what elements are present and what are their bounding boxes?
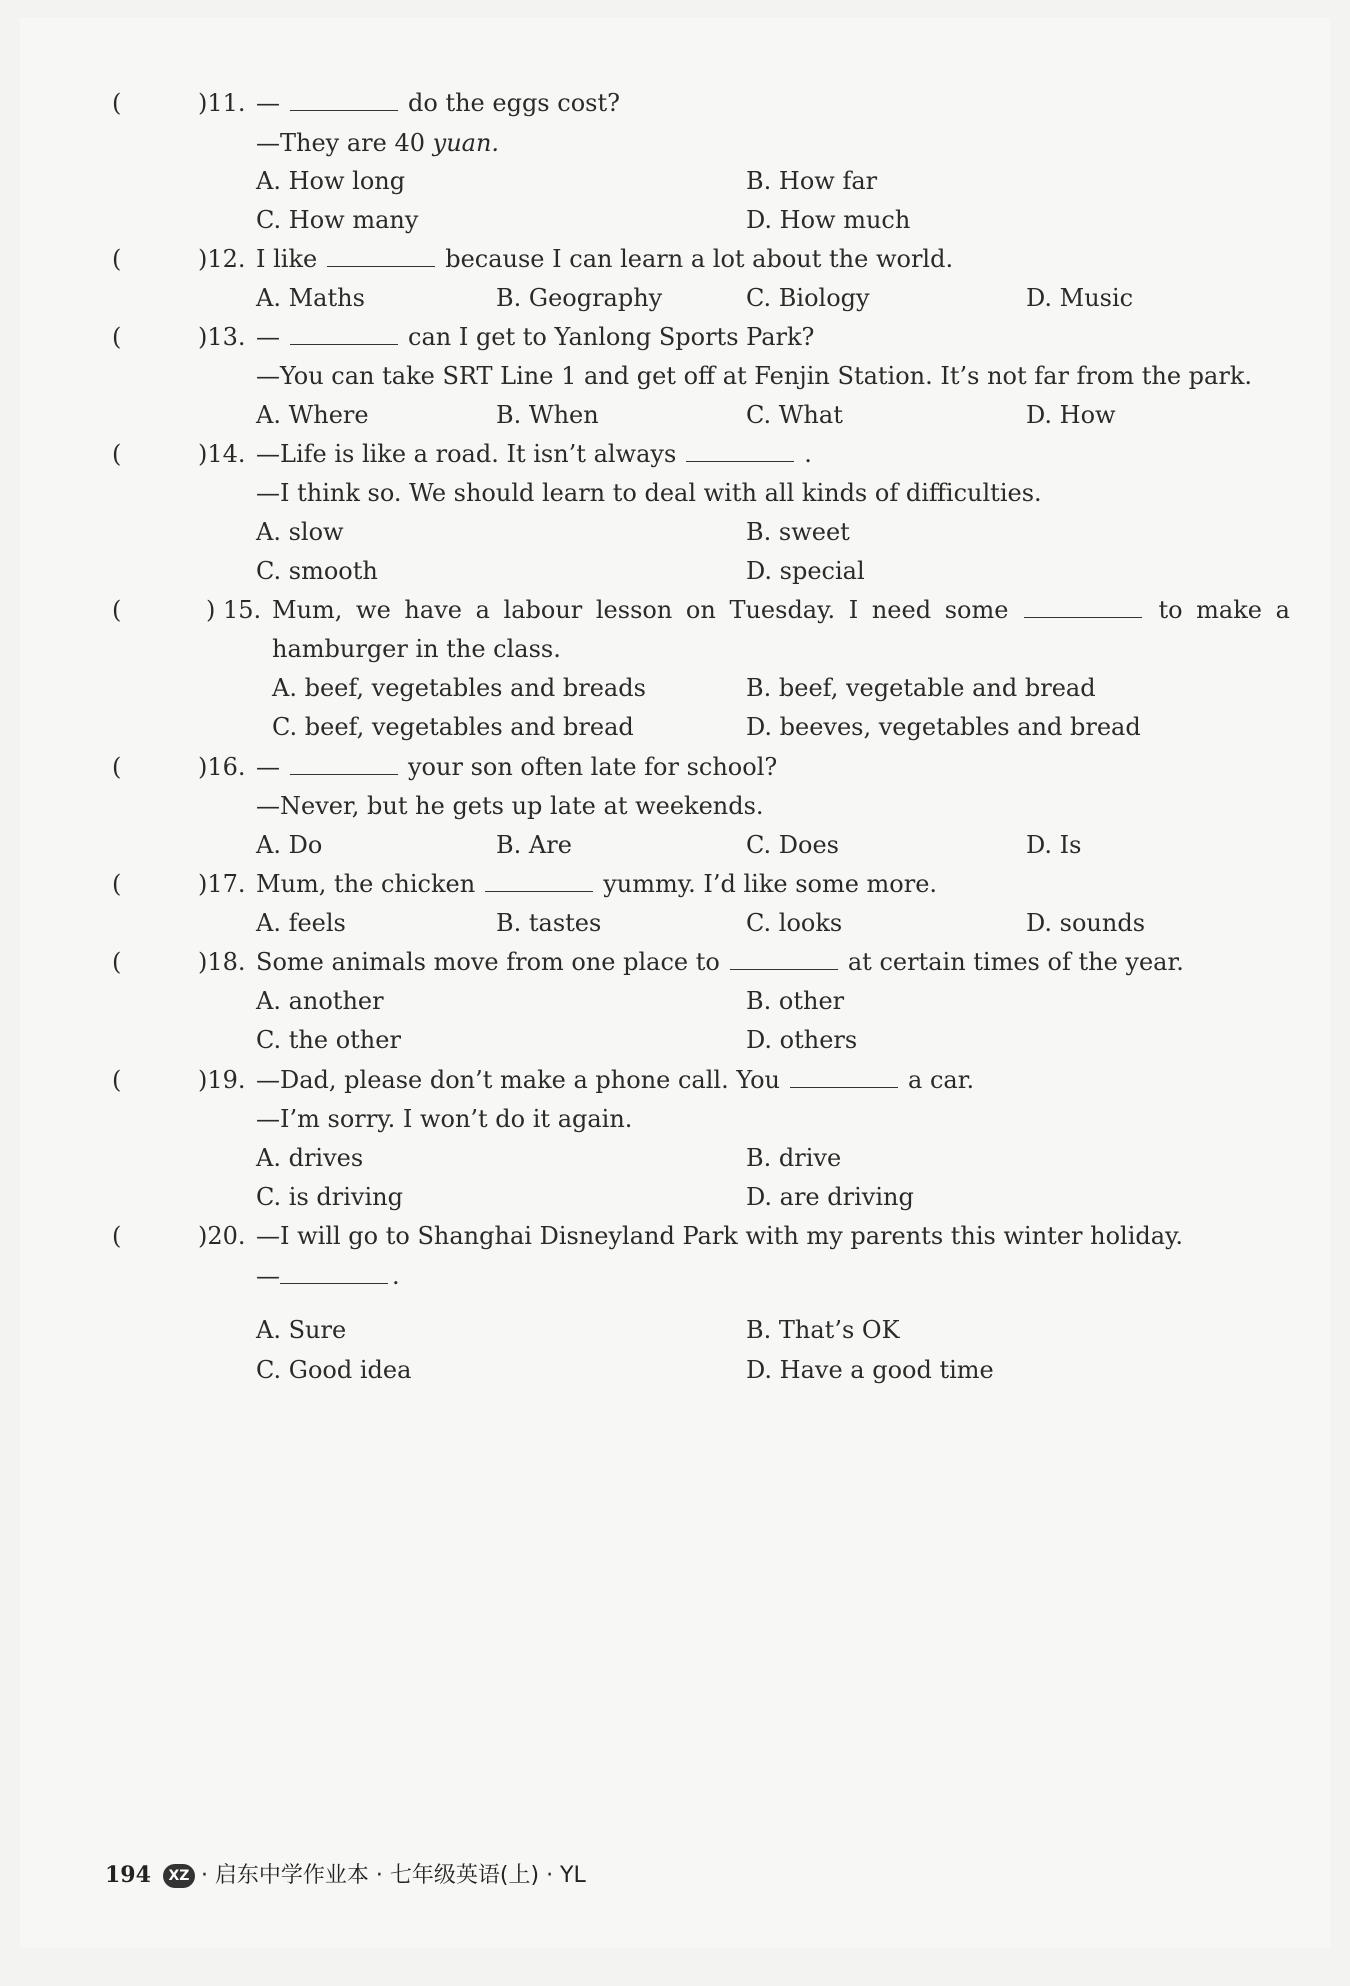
option-a[interactable]: A. beef, vegetables and breads	[272, 674, 646, 702]
option-c[interactable]: C. is driving	[256, 1183, 403, 1211]
option-a[interactable]: A. Do	[256, 831, 323, 859]
option-b[interactable]: B. sweet	[746, 518, 850, 546]
option-b[interactable]: B. That’s OK	[746, 1316, 900, 1344]
option-b[interactable]: B. tastes	[496, 909, 602, 937]
answer-paren: (	[112, 870, 122, 898]
question-number: )11.	[198, 89, 246, 117]
question-number: )18.	[198, 948, 246, 976]
answer-blank[interactable]	[280, 1261, 388, 1284]
option-c[interactable]: C. Good idea	[256, 1356, 412, 1384]
option-d[interactable]: D. How	[1026, 401, 1116, 429]
answer-blank[interactable]	[485, 869, 593, 892]
answer-blank[interactable]	[686, 439, 794, 462]
option-a[interactable]: A. feels	[256, 909, 346, 937]
option-b[interactable]: B. How far	[746, 167, 878, 195]
worksheet-page	[20, 18, 1330, 1948]
publisher-logo-icon: XZ	[163, 1864, 195, 1888]
option-b[interactable]: B. When	[496, 401, 599, 429]
option-d[interactable]: D. others	[746, 1026, 858, 1054]
answer-paren: (	[112, 1066, 122, 1094]
answer-paren: (	[112, 596, 122, 624]
answer-paren: (	[112, 753, 122, 781]
option-b[interactable]: B. Geography	[496, 284, 663, 312]
option-a[interactable]: A. Maths	[256, 284, 365, 312]
question-reply: —You can take SRT Line 1 and get off at Fenjin Station. It’s not far from the park.	[256, 362, 1252, 390]
question-number: )17.	[198, 870, 246, 898]
question-number: )13.	[198, 323, 246, 351]
question-reply: —They are 40 yuan.	[256, 129, 500, 157]
question-stem: —Dad, please don’t make a phone call. You a car.	[256, 1066, 975, 1094]
answer-blank[interactable]	[327, 244, 435, 267]
question-stem: — your son often late for school?	[256, 753, 778, 781]
answer-blank[interactable]	[1024, 595, 1142, 618]
page-footer	[105, 1858, 586, 1889]
question-stem: — can I get to Yanlong Sports Park?	[256, 323, 815, 351]
answer-blank[interactable]	[290, 752, 398, 775]
answer-paren: (	[112, 948, 122, 976]
answer-blank[interactable]	[790, 1065, 898, 1088]
page-number: 194	[105, 1862, 151, 1888]
question-stem: I like because I can learn a lot about the world.	[256, 245, 954, 273]
question-reply: —I think so. We should learn to deal with all kinds of difficulties.	[256, 479, 1042, 507]
question-stem: Mum, we have a labour lesson on Tuesday. I need some to make a	[272, 596, 1290, 624]
question-stem: Some animals move from one place to at certain times of the year.	[256, 948, 1184, 976]
question-stem-cont: hamburger in the class.	[272, 635, 561, 663]
option-d[interactable]: D. How much	[746, 206, 911, 234]
question-number: )16.	[198, 753, 246, 781]
option-c[interactable]: C. What	[746, 401, 843, 429]
option-c[interactable]: C. Does	[746, 831, 839, 859]
option-c[interactable]: C. How many	[256, 206, 419, 234]
question-stem: — do the eggs cost?	[256, 89, 620, 117]
option-a[interactable]: A. drives	[256, 1144, 364, 1172]
question-reply: —Never, but he gets up late at weekends.	[256, 792, 764, 820]
question-stem: —I will go to Shanghai Disneyland Park with my parents this winter holiday.	[256, 1222, 1184, 1250]
question-reply: — .	[256, 1262, 400, 1290]
option-c[interactable]: C. smooth	[256, 557, 378, 585]
answer-paren: (	[112, 440, 122, 468]
question-stem: —Life is like a road. It isn’t always .	[256, 440, 812, 468]
answer-paren: (	[112, 89, 122, 117]
option-c[interactable]: C. looks	[746, 909, 843, 937]
option-b[interactable]: B. other	[746, 987, 845, 1015]
question-number: )20.	[198, 1222, 246, 1250]
option-c[interactable]: C. the other	[256, 1026, 401, 1054]
option-d[interactable]: D. Music	[1026, 284, 1134, 312]
option-b[interactable]: B. beef, vegetable and bread	[746, 674, 1096, 702]
option-d[interactable]: D. Is	[1026, 831, 1082, 859]
option-a[interactable]: A. another	[256, 987, 384, 1015]
option-a[interactable]: A. Where	[256, 401, 369, 429]
question-number: )14.	[198, 440, 246, 468]
option-c[interactable]: C. beef, vegetables and bread	[272, 713, 634, 741]
question-number: )12.	[198, 245, 246, 273]
book-title: · 启东中学作业本 · 七年级英语(上) · YL	[200, 1863, 586, 1888]
question-reply: —I’m sorry. I won’t do it again.	[256, 1105, 633, 1133]
option-a[interactable]: A. Sure	[256, 1316, 347, 1344]
option-d[interactable]: D. Have a good time	[746, 1356, 994, 1384]
option-b[interactable]: B. Are	[496, 831, 572, 859]
answer-paren: (	[112, 245, 122, 273]
question-number: ) 15.	[206, 596, 262, 624]
answer-paren: (	[112, 1222, 122, 1250]
answer-blank[interactable]	[290, 322, 398, 345]
option-d[interactable]: D. are driving	[746, 1183, 914, 1211]
option-a[interactable]: A. slow	[256, 518, 344, 546]
answer-paren: (	[112, 323, 122, 351]
option-b[interactable]: B. drive	[746, 1144, 842, 1172]
option-d[interactable]: D. beeves, vegetables and bread	[746, 713, 1141, 741]
option-d[interactable]: D. special	[746, 557, 865, 585]
option-a[interactable]: A. How long	[256, 167, 406, 195]
question-stem: Mum, the chicken yummy. I’d like some more.	[256, 870, 938, 898]
option-c[interactable]: C. Biology	[746, 284, 870, 312]
answer-blank[interactable]	[290, 88, 398, 111]
answer-blank[interactable]	[730, 947, 838, 970]
option-d[interactable]: D. sounds	[1026, 909, 1146, 937]
question-number: )19.	[198, 1066, 246, 1094]
